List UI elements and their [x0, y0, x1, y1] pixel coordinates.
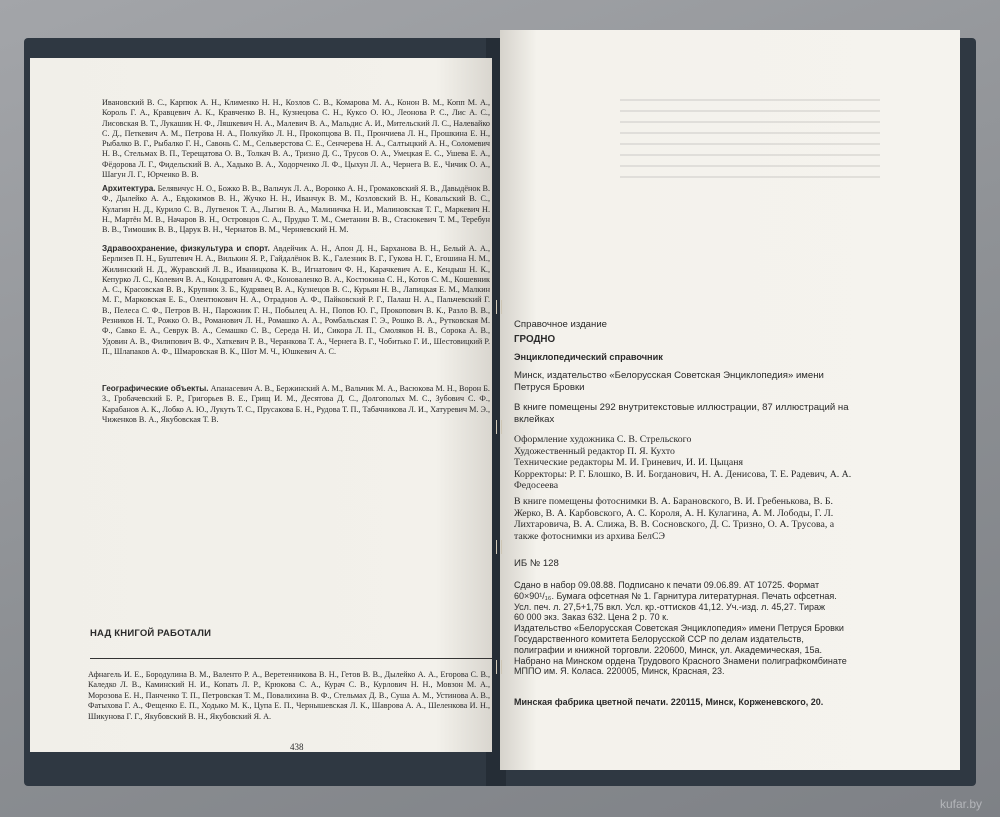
binding-stitch: [496, 540, 502, 554]
binding-stitch: [496, 420, 502, 434]
imprint-line: Усл. печ. л. 27,5+1,75 вкл. Усл. кр.-оттисков 41,12. Уч.-изд. л. 45,27. Тираж: [514, 601, 826, 612]
imprint-line: Государственного комитета Белорусской ССР по делам издательств, полиграфии и книжной торговли. 220600, Минск, ул. Академическая, 15а.: [514, 633, 823, 655]
ib-number: ИБ № 128: [514, 558, 559, 569]
section-heading: НАД КНИГОЙ РАБОТАЛИ: [90, 628, 212, 639]
imprint-line: Издательство «Белорусская Советская Энциклопедия» имени Петруся Бровки: [514, 623, 844, 634]
illustrations-note: В книге помещены 292 внутритекстовые иллюстрации, 87 иллюстраций на вклейках: [514, 402, 849, 425]
imprint-line: Набрано на Минском ордена Трудового Красного Знамени полиграфкомбинате: [514, 655, 847, 666]
contributors-list-health: Здравоохранение, физкультура и спорт. Авдейчик А. Н., Апон Д. Н., Барханова В. Н., Белый А. А., Берлизев П. Н., Буштевич Н. А., Вилькин Я. Р., Гайдалёнок В. К., Галезник В. Г., Гукова Н. Г., Егошина Н. М., Жилинский Н. Д., Журавский Л. В., Иваницкова К. В., Игнатович Ф. Н., Карачкевич А. Е., Кендыш Н. К., Кепурко Л. С., Колевич В. А., Кондратович А. Ф., Коноваленко В. А., Костюкина С. Н., Котов С. М., Кошевник А. С., Красовская В. В., Крупник З. Б., Кудрявец В. А., Кузнецов В. С., Курьян Н. В., Лапицкая Е. М., Малкин М. Г., Марковская Е. Б., Олентюкович Н. А., Отраднов А. Ф., Пайковский Р. Г., Палаш Н. А., Пальчевский Г. В., Пелеса С. Ф., Петров В. Н., Парожник Г. Н., Побылец А. Н., Попов Ю. Г., Прокопович В. К., Разло В. В., Резников Н. Т., Рожко О. В., Романович Л. Н., Ромашко А. А., Ромбальская Г. Э., Рошко В. А., Рутковская М. Ф., Савко Е. А., Севрук В. А., Семашко С. В., Середа Н. И., Сикора Л. П., Смоляков Н. В., Сорока А. В., Удовин А. В., Филипович В. Ф., Хаткевич Р. В., Черанкова Т. А., Чернега В. Г., Чобитько Г. И., Шестовицкий Р. П., Шлапаков А. Ф., Шмаровская В. К., Шот М. Ч., Юшкевич А. С.: [102, 244, 491, 356]
contributors-list-general: Ивановский В. С., Карпюк А. Н., Клименко Н. Н., Козлов С. В., Комарова М. А., Конон В. М., Копп М. А., Король Г. А., Кравцевич А. К., Кравченко В. Н., Кузнецова С. Н., Куксо О. Ю., Леонова Р. С., Лис А. С., Лисовская В. Т., Лукашик Н. Ф., Ляшкевич Н. А., Малевич В. А., Мальдис А. И., Мительский Л. С., Налевайко С. Д., Петкевич А. М., Петрова Н. А., Полкуйко Л. Н., Прокопцова В. П., Прончиева Л. Н., Прошкина Е. Н., Рыбалко В. Г., Рыбалко Г. Н., Савонь С. М., Сельверстова С. Е., Сенчерева Н. А., Салтыцкий А. Н., Соломевич Н. В., Стельмах В. П., Терещатова О. В., Толкач В. А., Тризно Д. С., Трусов О. А., Умецкая Е. С., Ушева Е. А., Фёдорова Л. Г., Фидельский В. А., Хадыко В. А., Ходорченко Л. Ф., Цыхун Л. А., Чернега В. Е., Чичик О. А., Шагун Л. Г., Юрченко В. В.: [102, 98, 490, 180]
printer-line: Минская фабрика цветной печати. 220115, Минск, Корженевского, 20.: [514, 697, 824, 707]
book-title: ГРОДНО: [514, 334, 556, 345]
watermark: kufar.by: [939, 797, 982, 811]
publisher-line: Минск, издательство «Белорусская Советская Энциклопедия» имени Петруся Бровки: [514, 370, 824, 393]
staff-line: Художественный редактор П. Я. Кухто: [514, 445, 675, 457]
imprint-block: [514, 580, 854, 677]
section-lead: Архитектура.: [102, 184, 156, 193]
book-subtitle: Энциклопедический справочник: [514, 352, 663, 362]
book-staff-list: Афнагель И. Е., Бородулина В. М., Валенто Р. А., Веретенникова В. Н., Гетов В. В., Дылейко А. А., Егорова С. В., Каледко Л. В., Каминский Н. И., Копать Л. Р., Крюкова С. А., Курач С. В., Курлович Н. Н., Мовзон М. А., Морозова Е. Н., Панченко Т. П., Петровская Т. М., Повалихина В. Ф., Стельмах Д. В., Суша А. М., Устинова А. В., Фатыхова Г. А., Фещенко Е. П., Ходыко М. К., Цупа Е. П., Чернышевская Л. К., Шаврова А. А., Шеленкова И. Н., Шикунова Г. Г., Якубовский В. Н., Якубовский Я. А.: [88, 670, 490, 721]
staff-line: Оформление художника С. В. Стрельского: [514, 434, 692, 445]
contributors-list-geography: Географические объекты. Апанасевич А. В., Бержинский А. М., Вальчик М. А., Васюкова М. Н., Ворон Б. З., Гробачевский Б. Р., Григорьев В. Е., Грищ И. М., Десятова Д. С., Долгополых М. С., Зубович С. Ф., Карабанов А. К., Лобко А. Ю., Лукуть Т. С., Прусакова Б. Н., Рудова Т. П., Табачникова Л. И., Хатуревич М. Э., Чиженков В. А., Якубовская Т. В.: [102, 384, 490, 424]
imprint-line: Сдано в набор 09.08.88. Подписано к печати 09.06.89. АТ 10725. Формат: [514, 580, 820, 590]
divider: [90, 658, 492, 659]
staff-block: [514, 434, 854, 492]
imprint-line: 60 000 экз. Заказ 632. Цена 2 р. 70 к.: [514, 612, 669, 623]
section-lead: Здравоохранение, физкультура и спорт.: [102, 244, 270, 253]
staff-line: Технические редакторы М. И. Гриневич, И. И. Цыцаня: [514, 457, 743, 469]
show-through-text: [620, 90, 880, 270]
section-lead: Географические объекты.: [102, 384, 209, 393]
binding-stitch: [496, 660, 502, 674]
staff-line: Корректоры: Р. Г. Блошко, В. И. Богданович, Н. А. Денисова, Т. Е. Радевич, А. А. Федосеева: [514, 468, 852, 492]
right-page: [500, 30, 960, 770]
imprint-line: 60×90¹/₁₆. Бумага офсетная № 1. Гарнитура литературная. Печать офсетная.: [514, 590, 837, 601]
left-page: [30, 58, 492, 752]
binding-stitch: [496, 300, 502, 314]
imprint-line: МППО им. Я. Коласа. 220005, Минск, Красная, 23.: [514, 666, 725, 677]
photos-note: В книге помещены фотоснимки В. А. Барановского, В. И. Гребенькова, В. Б. Жерко, В. А. Карбовского, А. С. Короля, А. Н. Кулагина, А. М. Лободы, Г. Л. Лихтаровича, В. А. Слижа, В. В. Сосновского, Д. С. Тризно, О. А. Трусова, а также фотоснимки из архива БелСЭ: [514, 496, 835, 542]
contributors-list-architecture: Архитектура. Белявичус Н. О., Божко В. В., Вальчук Л. А., Воронко А. Н., Громаковский Я. В., Давыдёнок В. Ф., Дылейко А. А., Евдокимов В. Н., Жучко Н. Н., Иванчук В. М., Козловский В. Н., Ковальский В. С., Кулагин Н. Д., Курило С. В., Лугвенок Т. А., Лыгин В. А., Малиничка Н. И., Малиновская Т. Г., Маркевич Н. Н., Мартён М. В., Начаров В. Н., Островцов С. А., Прудко Т. М., Сметанин В. В., Стасюкевич Т. М., Теребун В. В., Тимошик В. В., Царук В. Н., Чернатов В. М., Черняевский Н. М.: [102, 184, 490, 235]
edition-type: Справочное издание: [514, 319, 608, 330]
page-number: 438: [290, 742, 304, 752]
